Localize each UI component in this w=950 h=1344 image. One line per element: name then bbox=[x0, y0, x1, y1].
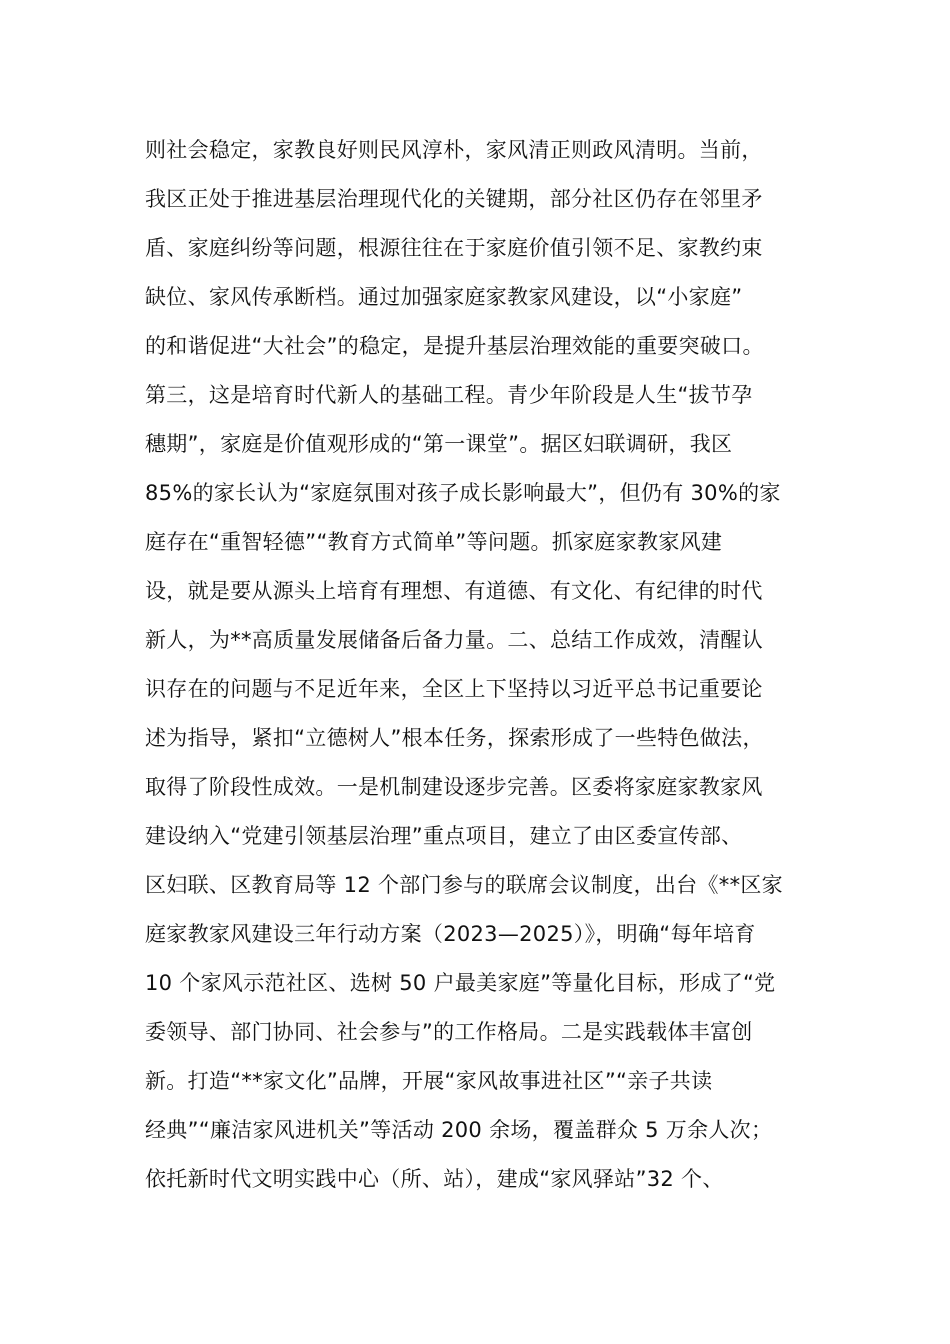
text-line: 新人，为**高质量发展储备后备力量。二、总结工作成效，清醒认 bbox=[145, 628, 763, 652]
text-line: 第三，这是培育时代新人的基础工程。青少年阶段是人生“拔节孕 bbox=[145, 383, 753, 407]
text-line: 新。打造“**家文化”品牌，开展“家风故事进社区”“亲子共读 bbox=[145, 1069, 713, 1093]
text-line: 述为指导，紧扣“立德树人”根本任务，探索形成了一些特色做法， bbox=[145, 726, 764, 750]
text-line: 经典”“廉洁家风进机关”等活动 200 余场，覆盖群众 5 万余人次； bbox=[145, 1118, 773, 1142]
text-line: 庭家教家风建设三年行动方案（2023—2025）》，明确“每年培育 bbox=[145, 922, 756, 946]
text-line: 取得了阶段性成效。一是机制建设逐步完善。区委将家庭家教家风 bbox=[145, 775, 763, 799]
text-line: 穗期”，家庭是价值观形成的“第一课堂”。据区妇联调研，我区 bbox=[145, 432, 733, 456]
text-line: 建设纳入“党建引领基层治理”重点项目，建立了由区委宣传部、 bbox=[145, 824, 743, 848]
text-line: 依托新时代文明实践中心（所、站），建成“家风驿站”32 个、 bbox=[145, 1167, 724, 1191]
text-line: 我区正处于推进基层治理现代化的关键期，部分社区仍存在邻里矛 bbox=[145, 187, 763, 211]
text-line: 则社会稳定，家教良好则民风淳朴，家风清正则政风清明。当前， bbox=[145, 138, 763, 162]
text-line: 委领导、部门协同、社会参与”的工作格局。二是实践载体丰富创 bbox=[145, 1020, 753, 1044]
text-line: 盾、家庭纠纷等问题，根源往往在于家庭价值引领不足、家教约束 bbox=[145, 236, 763, 260]
text-line: 85%的家长认为“家庭氛围对孩子成长影响最大”，但仍有 30%的家 bbox=[145, 481, 781, 505]
text-line: 设，就是要从源头上培育有理想、有道德、有文化、有纪律的时代 bbox=[145, 579, 763, 603]
body-text bbox=[145, 136, 825, 1214]
text-line: 庭存在“重智轻德”“教育方式简单”等问题。抓家庭家教家风建 bbox=[145, 530, 723, 554]
text-line: 10 个家风示范社区、选树 50 户最美家庭”等量化目标，形成了“党 bbox=[145, 971, 776, 995]
text-line: 缺位、家风传承断档。通过加强家庭家教家风建设，以“小家庭” bbox=[145, 285, 743, 309]
text-line: 识存在的问题与不足近年来，全区上下坚持以习近平总书记重要论 bbox=[145, 677, 763, 701]
text-line: 的和谐促进“大社会”的稳定，是提升基层治理效能的重要突破口。 bbox=[145, 334, 764, 358]
text-line: 区妇联、区教育局等 12 个部门参与的联席会议制度，出台《**区家 bbox=[145, 873, 783, 897]
